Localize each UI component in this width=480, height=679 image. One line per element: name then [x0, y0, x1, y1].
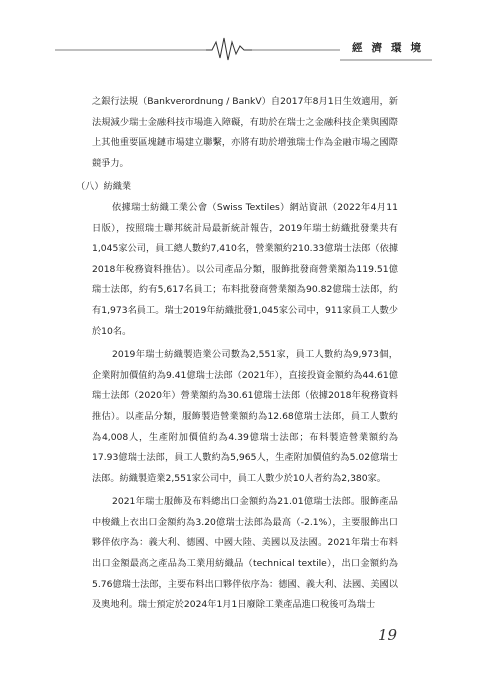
paragraph-textile-wholesale: 依據瑞士紡織工業公會（Swiss Textiles）網站資訊（2022年4月11日版），按照瑞士聯邦統計局最新統計報告，2019年瑞士紡織批發業共有1,045家公司，員工總人數約7,410名，營業額約210.33億瑞士法郎（依據2018年稅務資料推估）。以公司產品分類，服飾批發商營業額為119.51億瑞士法郎，約有5,617名員工；布料批發商營業額為90.82億瑞士法郎，約有1,973名員工。瑞士2019年紡織批發1,045家公司中，911家員工人數少於10名。	[92, 201, 398, 337]
paragraph-banking: 之銀行法規（Bankverordnung / BankV）自2017年8月1日生效適用，新法規減少瑞士金融科技市場進入障礙，有助於在瑞士之金融科技企業與國際上其他重要區塊鏈市場建立聯繫，亦將有助於增強瑞士作為金融市場之國際競爭力。	[92, 96, 398, 169]
page-number: 19	[378, 626, 398, 644]
paragraph-textile-exports: 2021年瑞士服飾及布料總出口金額約為21.01億瑞士法郎。服飾產品中梭織上衣出口金額約為3.20億瑞士法郎為最高（-2.1%），主要服飾出口夥伴依序為：義大利、德國、中國大陸、美國以及法國。2021年瑞士布料出口金額最高之產品為工業用紡織品（technical textile），出口金額約為5.76億瑞士法郎，主要布料出口夥伴依序為：德國、義大利、法國、美國以及奧地利。瑞士預定於2024年1月1日廢除工業產品進口稅後可為瑞士	[92, 496, 398, 611]
section-heading-textiles: （八）紡織業	[76, 181, 132, 193]
paragraph-textile-manufacturing: 2019年瑞士紡織製造業公司數為2,551家，員工人數約為9,973個，企業附加價值約為9.41億瑞士法郎（2021年），直接投資金額約為44.61億瑞士法郎（2020年）營業額約為30.61億瑞士法郎（依據2018年稅務資料推估）。以產品分類，服飾製造營業額約為12.68億瑞士法郎，員工人數約為4,008人，生產附加價值約為4.39億瑞士法郎；布料製造營業額約為17.93億瑞士法郎，員工人數約為5,965人，生產附加價值約為5.02億瑞士法郎。紡織製造業2,551家公司中，員工人數少於10人者約為2,380家。	[92, 349, 398, 484]
page-content	[76, 92, 398, 616]
page-header	[0, 28, 480, 68]
header-title: 經濟環境	[352, 42, 430, 54]
